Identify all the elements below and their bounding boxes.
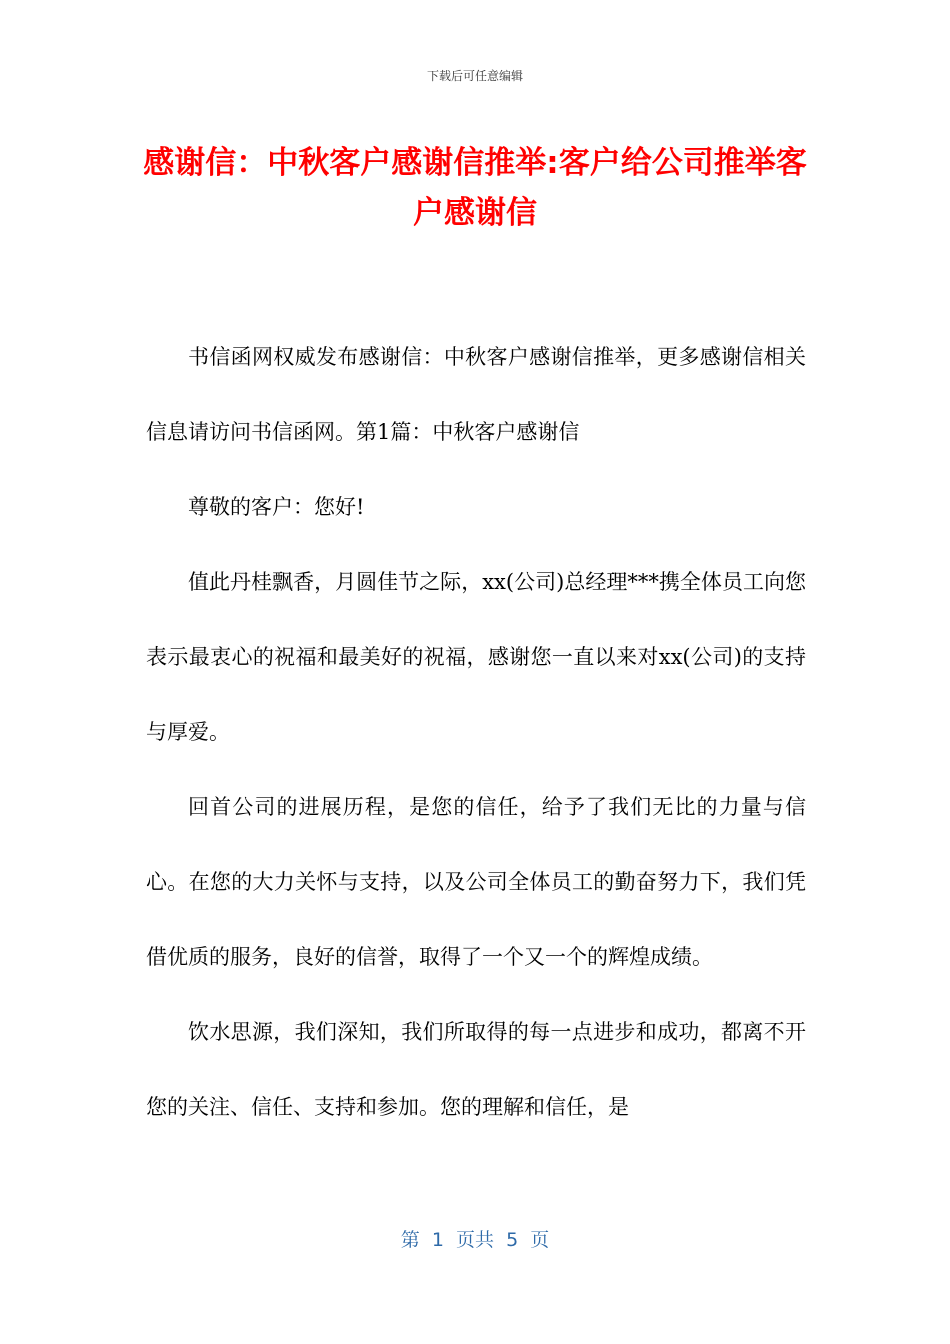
paragraph-greeting: 尊敬的客户：您好! <box>188 495 365 519</box>
paragraph-festival-wishes: 值此丹桂飘香，月圆佳节之际，xx(公司)总经理***携全体员工向您表示最衷心的祝福和最美好的祝福，感谢您一直以来对xx(公司)的支持与厚爱。 <box>146 570 806 744</box>
document-title: 感谢信：中秋客户感谢信推举:客户给公司推举客户感谢信 <box>143 145 807 231</box>
paragraph-company-history: 回首公司的进展历程，是您的信任，给予了我们无比的力量与信心。在您的大力关怀与支持，以及公司全体员工的勤奋努力下，我们凭借优质的服务，良好的信誉，取得了一个又一个的辉煌成绩。 <box>146 795 806 969</box>
document-body <box>146 320 806 1145</box>
page-number-footer: 第 1 页共 5 页 <box>400 1229 550 1251</box>
header-note: 下载后可任意编辑 <box>426 69 523 83</box>
paragraph-intro: 书信函网权威发布感谢信：中秋客户感谢信推举，更多感谢信相关信息请访问书信函网。第1篇：中秋客户感谢信 <box>146 345 806 444</box>
paragraph-gratitude: 饮水思源，我们深知，我们所取得的每一点进步和成功，都离不开您的关注、信任、支持和参加。您的理解和信任，是 <box>146 1020 806 1119</box>
